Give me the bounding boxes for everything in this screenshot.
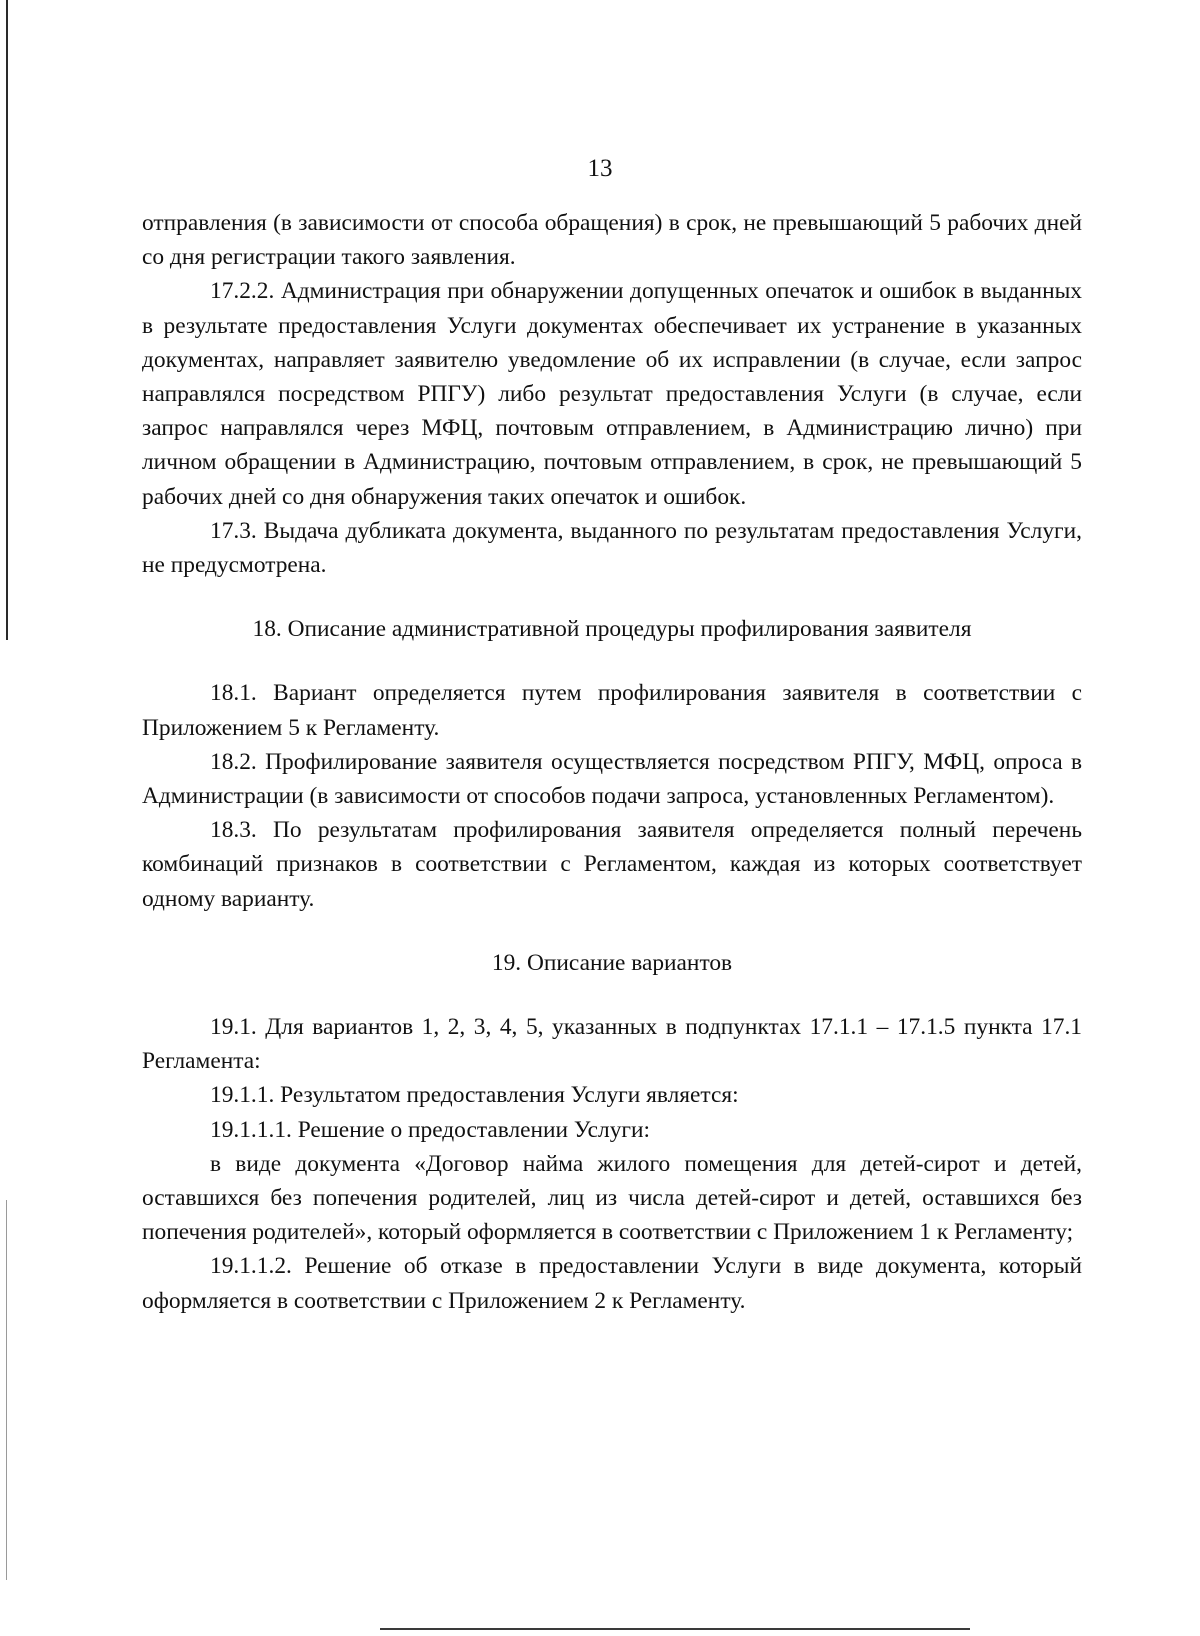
paragraph-document-type: в виде документа «Договор найма жилого помещения для детей-сирот и детей, оставшихся без попечения родителей, лиц из числа детей-сирот и детей, оставшихся без попечения родителей», который оформляется в соответствии с Приложением 1 к Регламенту; (142, 1150, 1082, 1246)
document-body (142, 206, 1082, 1318)
page-number: 13 (587, 155, 613, 182)
paragraph-continuation: отправления (в зависимости от способа обращения) в срок, не превышающий 5 рабочих дней со дня регистрации такого заявления. (142, 210, 1082, 271)
paragraph-18-2: 18.2. Профилирование заявителя осуществляется посредством РПГУ, МФЦ, опроса в Администрации (в зависимости от способов подачи запроса, установленных Регламентом). (142, 748, 1082, 810)
paragraph-18-1: 18.1. Вариант определяется путем профилирования заявителя в соответствии с Приложением 5 к Регламенту. (142, 680, 1082, 741)
scan-edge-left-lower (6, 1200, 7, 1580)
paragraph-19-1: 19.1. Для вариантов 1, 2, 3, 4, 5, указанных в подпунктах 17.1.1 – 17.1.5 пункта 17.1 Регламента: (142, 1014, 1082, 1075)
section-heading-19: 19. Описание вариантов (491, 949, 733, 976)
paragraph-17-2-2: 17.2.2. Администрация при обнаружении допущенных опечаток и ошибок в выданных в результате предоставления Услуги документах обеспечивает их устранение в указанных документах, направляет заявителю уведомление об их исправлении (в случае, если запрос направлялся посредством РПГУ) либо результат предоставления Услуги (в случае, если запрос направлялся через МФЦ, почтовым отправлением, в Администрацию лично) при личном обращении в Администрацию, почтовым отправлением, в срок, не превышающий 5 рабочих дней со дня обнаружения таких опечаток и ошибок. (142, 278, 1082, 510)
paragraph-17-3: 17.3. Выдача дубликата документа, выданного по результатам предоставления Услуги, не предусмотрена. (142, 517, 1082, 579)
paragraph-19-1-1-1: 19.1.1.1. Решение о предоставлении Услуги: (210, 1116, 651, 1143)
paragraph-19-1-1-2: 19.1.1.2. Решение об отказе в предоставлении Услуги в виде документа, который оформляется в соответствии с Приложением 2 к Регламенту. (142, 1253, 1082, 1314)
paragraph-18-3: 18.3. По результатам профилирования заявителя определяется полный перечень комбинаций признаков в соответствии с Регламентом, каждая из которых соответствует одному варианту. (142, 817, 1082, 912)
paragraph-19-1-1: 19.1.1. Результатом предоставления Услуги является: (210, 1082, 739, 1109)
section-heading-18: 18. Описание административной процедуры профилирования заявителя (252, 616, 972, 643)
scan-edge-bottom (380, 1628, 970, 1630)
scan-edge-left (6, 0, 8, 640)
